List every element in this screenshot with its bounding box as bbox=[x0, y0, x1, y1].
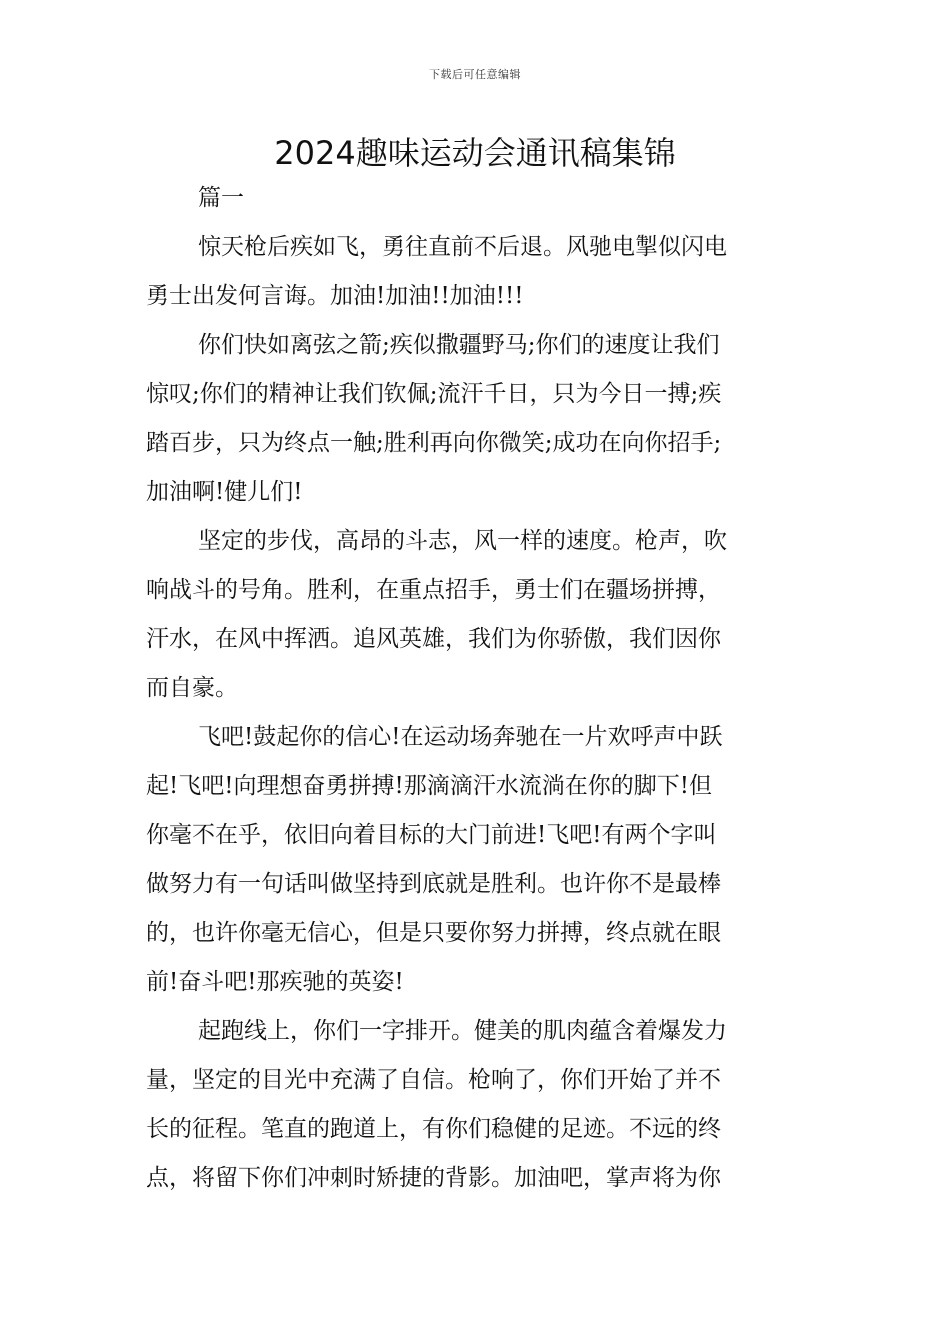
text-line: 惊叹;你们的精神让我们钦佩;流汗千日，只为今日一搏;疾 bbox=[146, 381, 722, 407]
text-line: 起!飞吧!向理想奋勇拼搏!那滴滴汗水流淌在你的脚下!但 bbox=[146, 773, 712, 799]
text-line: 勇士出发何言诲。加油!加油!!加油!!! bbox=[146, 283, 524, 309]
text-line: 前!奋斗吧!那疾驰的英姿! bbox=[146, 969, 404, 995]
paragraph-3 bbox=[146, 517, 808, 713]
text-line: 你们快如离弦之箭;疾似撒疆野马;你们的速度让我们 bbox=[198, 332, 720, 358]
text-line: 量，坚定的目光中充满了自信。枪响了，你们开始了并不 bbox=[146, 1067, 721, 1093]
text-line: 点，将留下你们冲刺时矫捷的背影。加油吧，掌声将为你 bbox=[146, 1165, 721, 1191]
text-line: 的，也许你毫无信心，但是只要你努力拼搏，终点就在眼 bbox=[146, 920, 721, 946]
text-line: 你毫不在乎，依旧向着目标的大门前进!飞吧!有两个字叫 bbox=[146, 822, 717, 848]
text-line: 坚定的步伐，高昂的斗志，风一样的速度。枪声，吹 bbox=[198, 528, 727, 554]
text-line: 起跑线上，你们一字排开。健美的肌肉蕴含着爆发力 bbox=[198, 1018, 727, 1044]
section-label: 篇一 bbox=[198, 185, 244, 211]
text-line: 做努力有一句话叫做坚持到底就是胜利。也许你不是最棒 bbox=[146, 871, 721, 897]
text-line: 长的征程。笔直的跑道上，有你们稳健的足迹。不远的终 bbox=[146, 1116, 721, 1142]
paragraph-2 bbox=[146, 321, 808, 517]
header-note: 下载后可任意编辑 bbox=[429, 68, 521, 81]
text-line: 汗水，在风中挥洒。追风英雄，我们为你骄傲，我们因你 bbox=[146, 626, 721, 652]
text-line: 响战斗的号角。胜利，在重点招手，勇士们在疆场拼搏， bbox=[146, 577, 721, 603]
text-line: 而自豪。 bbox=[146, 675, 238, 701]
paragraph-5 bbox=[146, 1007, 808, 1203]
document-title: 2024趣味运动会通讯稿集锦 bbox=[274, 134, 676, 172]
document-body bbox=[146, 174, 808, 1203]
text-line: 加油啊!健儿们! bbox=[146, 479, 303, 505]
text-line: 惊天枪后疾如飞，勇往直前不后退。风驰电掣似闪电 bbox=[198, 234, 727, 260]
paragraph-1 bbox=[146, 223, 808, 321]
text-line: 飞吧!鼓起你的信心!在运动场奔驰在一片欢呼声中跃 bbox=[198, 724, 723, 750]
paragraph-4 bbox=[146, 713, 808, 1007]
text-line: 踏百步，只为终点一触;胜利再向你微笑;成功在向你招手; bbox=[146, 430, 722, 456]
